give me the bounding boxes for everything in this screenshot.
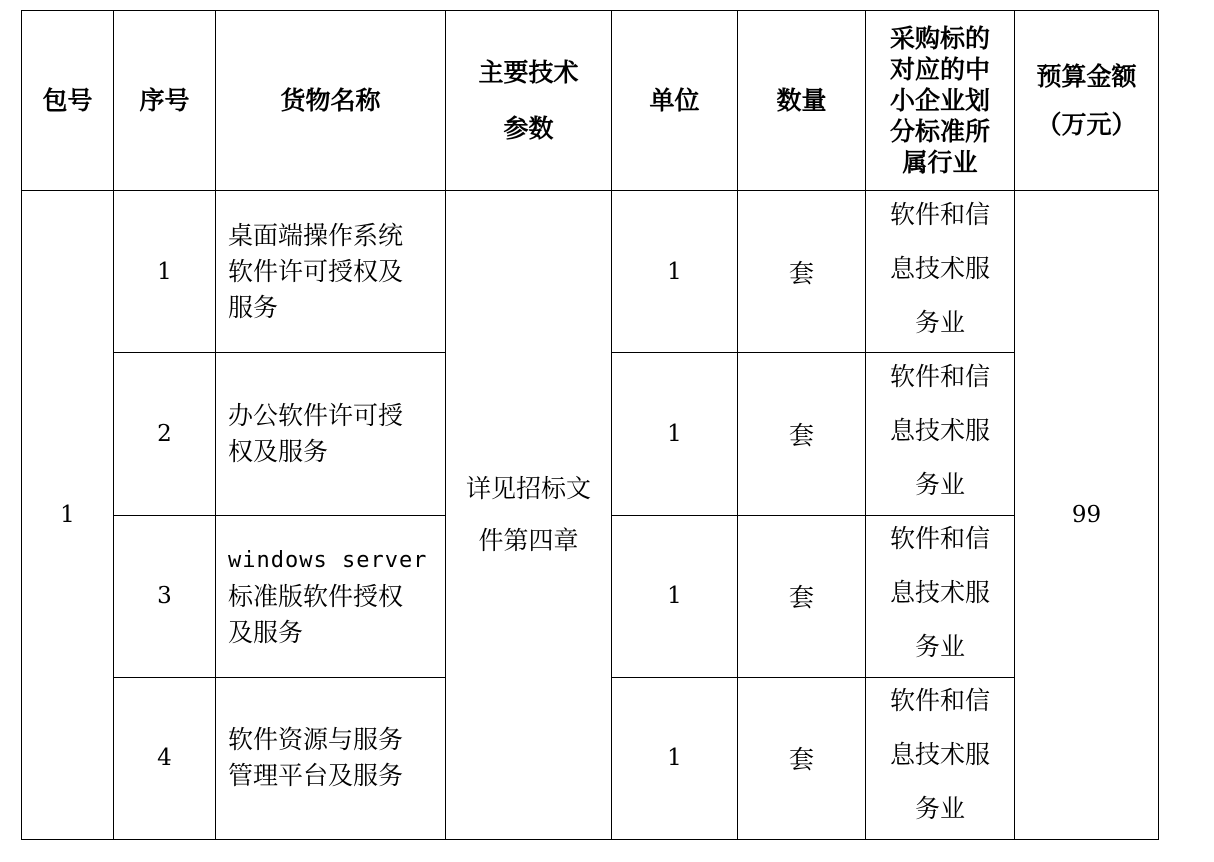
seq-cell: 3 <box>114 515 216 677</box>
industry-cell: 软件和信 息技术服 务业 <box>866 353 1015 515</box>
package-number-cell: 1 <box>22 191 114 840</box>
tech-params-cell: 详见招标文 件第四章 <box>446 191 612 840</box>
header-seq: 序号 <box>114 11 216 191</box>
quantity-value-cell: 1 <box>612 515 738 677</box>
seq-cell: 4 <box>114 677 216 839</box>
header-goods-name: 货物名称 <box>216 11 446 191</box>
goods-name-cell: 桌面端操作系统 软件许可授权及 服务 <box>216 191 446 353</box>
budget-value-cell: 99 <box>1015 191 1159 840</box>
goods-name-cell: 软件资源与服务 管理平台及服务 <box>216 677 446 839</box>
unit-value-cell: 套 <box>738 353 866 515</box>
seq-cell: 1 <box>114 191 216 353</box>
unit-value-cell: 套 <box>738 191 866 353</box>
unit-value-cell: 套 <box>738 515 866 677</box>
header-quantity: 数量 <box>738 11 866 191</box>
goods-name-cell: 办公软件许可授 权及服务 <box>216 353 446 515</box>
seq-cell: 2 <box>114 353 216 515</box>
procurement-table <box>21 10 1159 840</box>
header-industry: 采购标的 对应的中 小企业划 分标准所 属行业 <box>866 11 1015 191</box>
quantity-value-cell: 1 <box>612 191 738 353</box>
unit-value-cell: 套 <box>738 677 866 839</box>
header-package: 包号 <box>22 11 114 191</box>
table-row <box>22 191 1159 353</box>
goods-name-cell: windows server 标准版软件授权 及服务 <box>216 515 446 677</box>
header-unit: 单位 <box>612 11 738 191</box>
industry-cell: 软件和信 息技术服 务业 <box>866 677 1015 839</box>
industry-cell: 软件和信 息技术服 务业 <box>866 191 1015 353</box>
industry-cell: 软件和信 息技术服 务业 <box>866 515 1015 677</box>
header-row <box>22 11 1159 191</box>
quantity-value-cell: 1 <box>612 353 738 515</box>
header-tech-params: 主要技术 参数 <box>446 11 612 191</box>
header-budget: 预算金额 （万元） <box>1015 11 1159 191</box>
quantity-value-cell: 1 <box>612 677 738 839</box>
